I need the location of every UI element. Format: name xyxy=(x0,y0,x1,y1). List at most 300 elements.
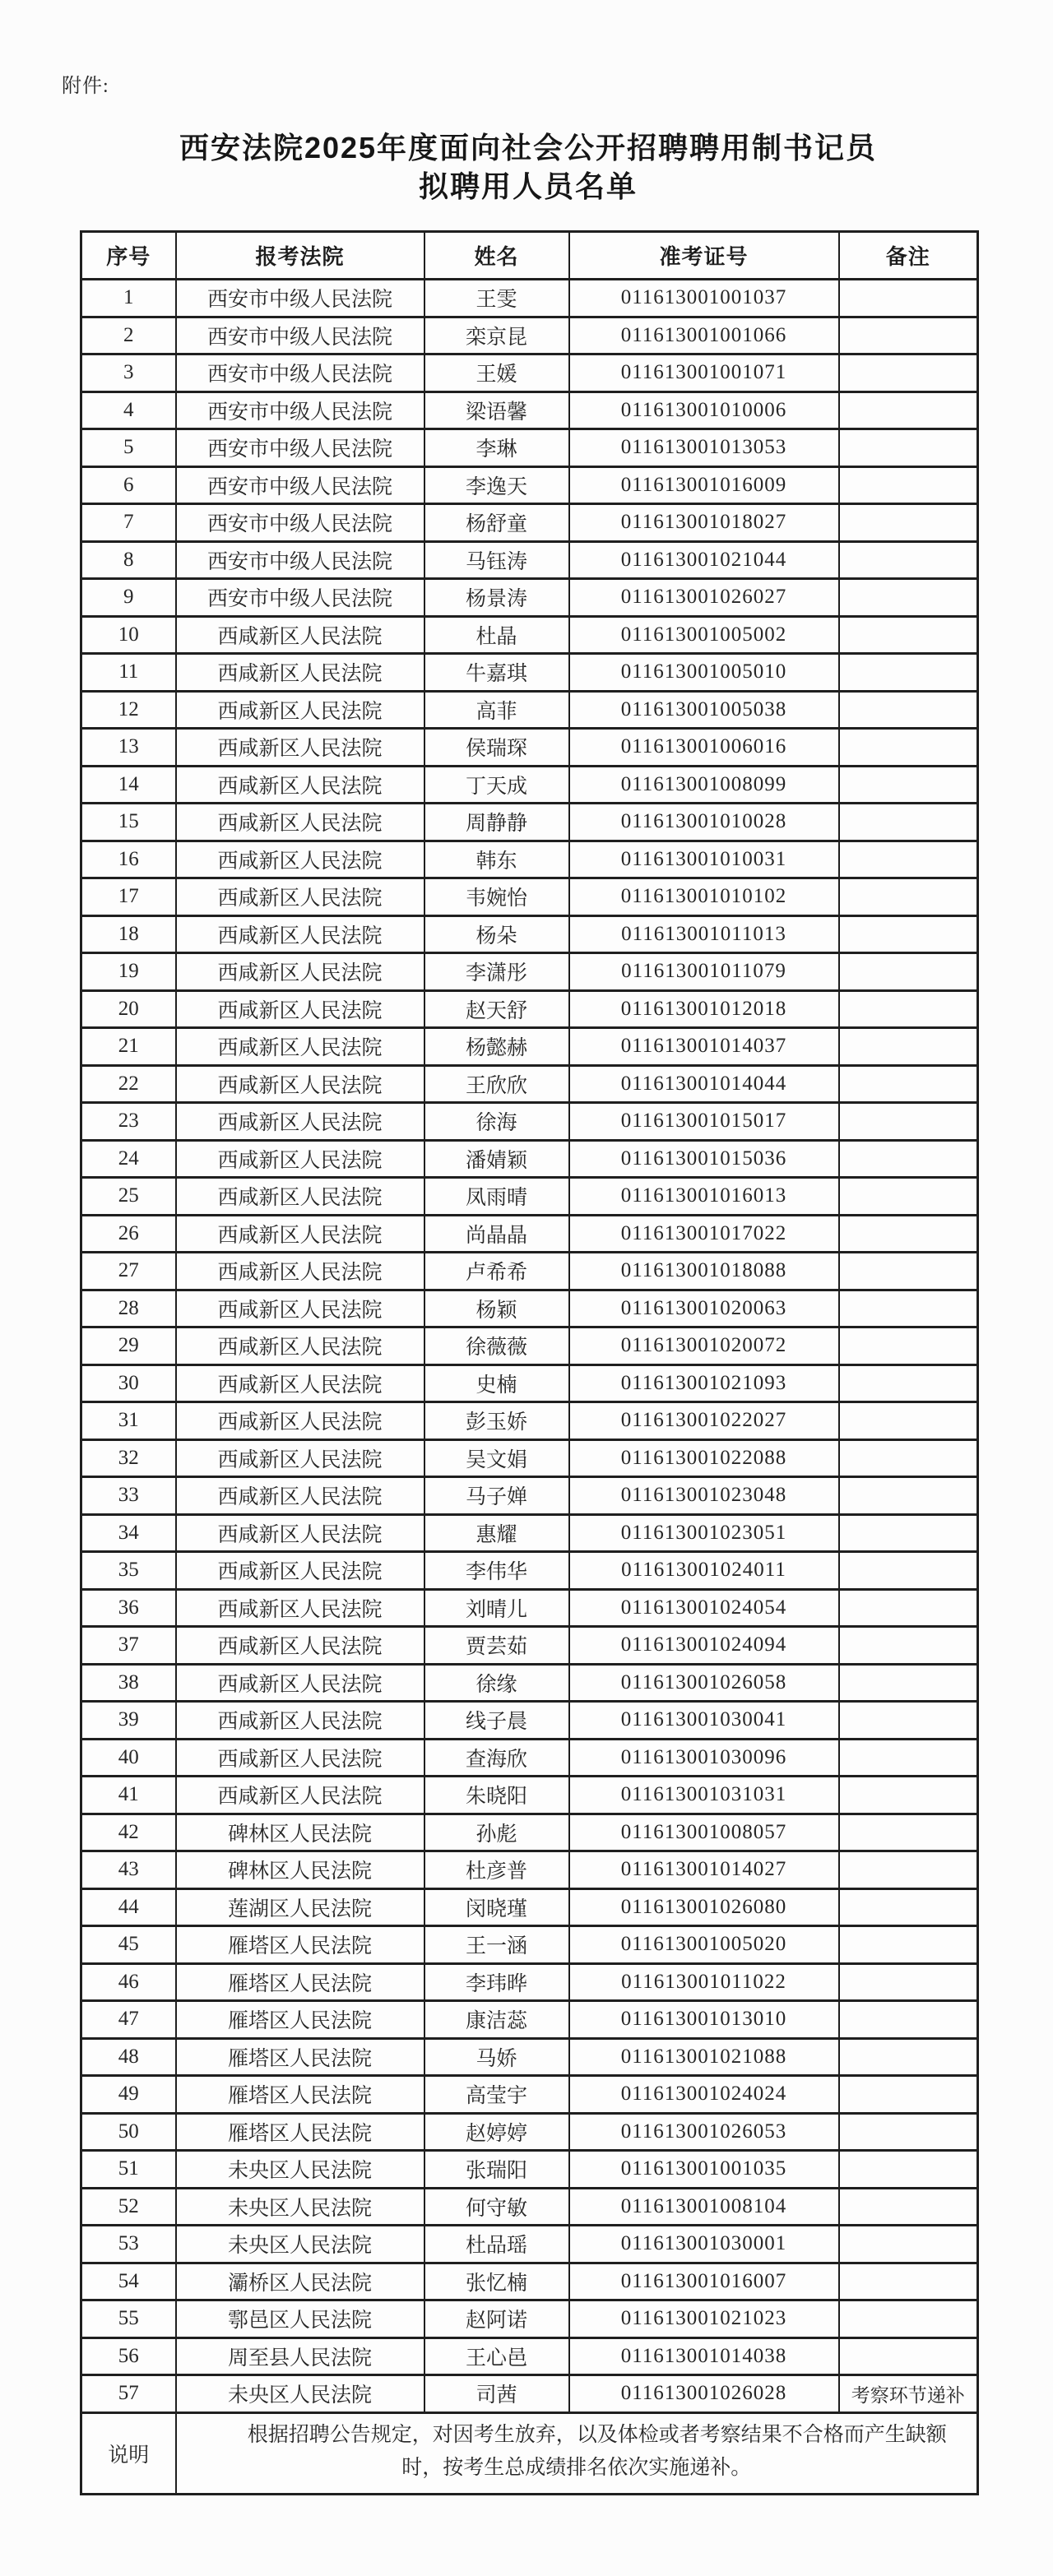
cell-name: 杨懿赫 xyxy=(424,1028,569,1066)
cell-remark xyxy=(839,1364,978,1402)
cell-name: 朱晓阳 xyxy=(424,1777,569,1814)
cell-ticket: 011613001021023 xyxy=(569,2300,839,2338)
cell-court: 西咸新区人民法院 xyxy=(176,1178,424,1216)
cell-court: 西咸新区人民法院 xyxy=(176,953,424,991)
cell-no: 56 xyxy=(81,2337,176,2375)
cell-court: 西安市中级人民法院 xyxy=(176,429,424,467)
cell-name: 李潇彤 xyxy=(424,953,569,991)
cell-ticket: 011613001026028 xyxy=(569,2375,839,2413)
cell-ticket: 011613001005038 xyxy=(569,691,839,729)
cell-no: 32 xyxy=(81,1439,176,1477)
cell-court: 西咸新区人民法院 xyxy=(176,1103,424,1141)
table-row xyxy=(81,1777,978,1814)
cell-remark xyxy=(839,1253,978,1290)
cell-ticket: 011613001023048 xyxy=(569,1477,839,1515)
cell-no: 18 xyxy=(81,915,176,953)
cell-name: 马娇 xyxy=(424,2038,569,2076)
cell-remark xyxy=(839,1215,978,1253)
cell-remark xyxy=(839,616,978,654)
cell-name: 高莹宇 xyxy=(424,2076,569,2114)
table-row xyxy=(81,1627,978,1665)
cell-court: 西咸新区人民法院 xyxy=(176,878,424,916)
table-row xyxy=(81,2076,978,2114)
cell-ticket: 011613001001035 xyxy=(569,2151,839,2189)
table-row xyxy=(81,804,978,841)
cell-name: 韩东 xyxy=(424,841,569,878)
cell-ticket: 011613001001071 xyxy=(569,354,839,392)
cell-remark xyxy=(839,1065,978,1103)
cell-remark xyxy=(839,766,978,804)
cell-remark xyxy=(839,317,978,354)
cell-ticket: 011613001001066 xyxy=(569,317,839,354)
cell-ticket: 011613001011013 xyxy=(569,915,839,953)
cell-name: 贾芸茹 xyxy=(424,1627,569,1665)
cell-ticket: 011613001030001 xyxy=(569,2226,839,2263)
cell-remark xyxy=(839,1552,978,1590)
cell-no: 50 xyxy=(81,2113,176,2151)
cell-court: 雁塔区人民法院 xyxy=(176,2038,424,2076)
cell-court: 西安市中级人民法院 xyxy=(176,354,424,392)
cell-name: 王雯 xyxy=(424,280,569,317)
cell-remark xyxy=(839,729,978,767)
cell-ticket: 011613001011079 xyxy=(569,953,839,991)
table-row xyxy=(81,2300,978,2338)
cell-ticket: 011613001010031 xyxy=(569,841,839,878)
cell-no: 44 xyxy=(81,1888,176,1926)
cell-no: 11 xyxy=(81,654,176,692)
cell-name: 徐缘 xyxy=(424,1664,569,1702)
cell-no: 25 xyxy=(81,1178,176,1216)
cell-remark xyxy=(839,2001,978,2039)
document-title-line2: 拟聘用人员名单 xyxy=(418,169,638,203)
cell-no: 9 xyxy=(81,579,176,617)
cell-court: 西咸新区人民法院 xyxy=(176,1664,424,1702)
table-row xyxy=(81,1327,978,1365)
cell-no: 23 xyxy=(81,1103,176,1141)
cell-remark xyxy=(839,1888,978,1926)
cell-remark xyxy=(839,1178,978,1216)
cell-remark xyxy=(839,1477,978,1515)
cell-ticket: 011613001005010 xyxy=(569,654,839,692)
cell-court: 未央区人民法院 xyxy=(176,2188,424,2226)
cell-ticket: 011613001020072 xyxy=(569,1327,839,1365)
cell-ticket: 011613001026027 xyxy=(569,579,839,617)
roster-table xyxy=(80,230,979,2495)
document-title-line1: 西安法院2025年度面向社会公开招聘聘用制书记员 xyxy=(179,131,878,164)
roster-table-body xyxy=(81,280,978,2413)
cell-name: 尚晶晶 xyxy=(424,1215,569,1253)
cell-no: 55 xyxy=(81,2300,176,2338)
cell-ticket: 011613001024024 xyxy=(569,2076,839,2114)
cell-remark xyxy=(839,654,978,692)
cell-no: 19 xyxy=(81,953,176,991)
cell-remark xyxy=(839,504,978,542)
cell-no: 39 xyxy=(81,1702,176,1740)
cell-name: 张忆楠 xyxy=(424,2263,569,2300)
cell-remark xyxy=(839,878,978,916)
cell-court: 鄠邑区人民法院 xyxy=(176,2300,424,2338)
cell-no: 42 xyxy=(81,1814,176,1851)
cell-name: 周静静 xyxy=(424,804,569,841)
column-header-name: 姓名 xyxy=(424,232,569,280)
cell-ticket: 011613001014044 xyxy=(569,1065,839,1103)
cell-no: 35 xyxy=(81,1552,176,1590)
table-row xyxy=(81,1103,978,1141)
cell-no: 15 xyxy=(81,804,176,841)
table-row xyxy=(81,280,978,317)
table-row xyxy=(81,691,978,729)
cell-remark xyxy=(839,1028,978,1066)
cell-name: 惠耀 xyxy=(424,1514,569,1552)
cell-court: 雁塔区人民法院 xyxy=(176,1963,424,2001)
cell-remark xyxy=(839,466,978,504)
cell-remark xyxy=(839,2076,978,2114)
cell-court: 西咸新区人民法院 xyxy=(176,1777,424,1814)
cell-court: 西咸新区人民法院 xyxy=(176,616,424,654)
table-row xyxy=(81,1814,978,1851)
cell-remark xyxy=(839,1327,978,1365)
cell-name: 张瑞阳 xyxy=(424,2151,569,2189)
cell-no: 10 xyxy=(81,616,176,654)
cell-no: 14 xyxy=(81,766,176,804)
cell-no: 8 xyxy=(81,541,176,579)
cell-remark xyxy=(839,2263,978,2300)
cell-remark xyxy=(839,1103,978,1141)
cell-remark: 考察环节递补 xyxy=(839,2375,978,2413)
cell-name: 李逸天 xyxy=(424,466,569,504)
cell-name: 查海欣 xyxy=(424,1739,569,1777)
cell-name: 王心邑 xyxy=(424,2337,569,2375)
table-row xyxy=(81,1065,978,1103)
cell-name: 闵晓瑾 xyxy=(424,1888,569,1926)
cell-name: 李琳 xyxy=(424,429,569,467)
cell-name: 杜彦普 xyxy=(424,1851,569,1889)
cell-ticket: 011613001024011 xyxy=(569,1552,839,1590)
cell-court: 西咸新区人民法院 xyxy=(176,1739,424,1777)
cell-no: 38 xyxy=(81,1664,176,1702)
table-row xyxy=(81,2038,978,2076)
cell-name: 杜品瑶 xyxy=(424,2226,569,2263)
cell-ticket: 011613001022027 xyxy=(569,1402,839,1440)
cell-no: 53 xyxy=(81,2226,176,2263)
table-row xyxy=(81,1926,978,1964)
cell-name: 杨舒童 xyxy=(424,504,569,542)
cell-court: 雁塔区人民法院 xyxy=(176,2113,424,2151)
table-row xyxy=(81,729,978,767)
cell-ticket: 011613001030041 xyxy=(569,1702,839,1740)
cell-no: 52 xyxy=(81,2188,176,2226)
cell-remark xyxy=(839,1851,978,1889)
cell-ticket: 011613001024094 xyxy=(569,1627,839,1665)
cell-ticket: 011613001024054 xyxy=(569,1589,839,1627)
cell-no: 43 xyxy=(81,1851,176,1889)
cell-ticket: 011613001021088 xyxy=(569,2038,839,2076)
table-header-row xyxy=(81,232,978,280)
cell-ticket: 011613001008104 xyxy=(569,2188,839,2226)
cell-ticket: 011613001014038 xyxy=(569,2337,839,2375)
cell-remark xyxy=(839,2188,978,2226)
cell-no: 48 xyxy=(81,2038,176,2076)
cell-no: 2 xyxy=(81,317,176,354)
cell-court: 西安市中级人民法院 xyxy=(176,541,424,579)
column-header-court: 报考法院 xyxy=(176,232,424,280)
column-header-no: 序号 xyxy=(81,232,176,280)
cell-court: 西安市中级人民法院 xyxy=(176,579,424,617)
cell-ticket: 011613001030096 xyxy=(569,1739,839,1777)
table-row xyxy=(81,354,978,392)
cell-name: 丁天成 xyxy=(424,766,569,804)
cell-no: 28 xyxy=(81,1290,176,1327)
table-row xyxy=(81,1439,978,1477)
cell-remark xyxy=(839,1402,978,1440)
cell-no: 34 xyxy=(81,1514,176,1552)
cell-remark xyxy=(839,1140,978,1178)
cell-no: 21 xyxy=(81,1028,176,1066)
cell-ticket: 011613001014037 xyxy=(569,1028,839,1066)
cell-name: 王一涵 xyxy=(424,1926,569,1964)
table-row xyxy=(81,1702,978,1740)
table-row xyxy=(81,1664,978,1702)
cell-ticket: 011613001008099 xyxy=(569,766,839,804)
cell-remark xyxy=(839,391,978,429)
cell-remark xyxy=(839,1777,978,1814)
table-row xyxy=(81,766,978,804)
cell-name: 线子晨 xyxy=(424,1702,569,1740)
cell-ticket: 011613001016009 xyxy=(569,466,839,504)
cell-no: 36 xyxy=(81,1589,176,1627)
cell-remark xyxy=(839,953,978,991)
cell-ticket: 011613001005002 xyxy=(569,616,839,654)
cell-name: 栾京昆 xyxy=(424,317,569,354)
cell-remark xyxy=(839,915,978,953)
table-row xyxy=(81,841,978,878)
cell-remark xyxy=(839,280,978,317)
table-row xyxy=(81,1140,978,1178)
note-text: 根据招聘公告规定，对因考生放弃，以及体检或者考察结果不合格而产生缺额时，按考生总成绩排名依次实施递补。 xyxy=(176,2412,978,2494)
cell-no: 6 xyxy=(81,466,176,504)
cell-remark xyxy=(839,841,978,878)
cell-name: 潘婧颖 xyxy=(424,1140,569,1178)
cell-court: 西咸新区人民法院 xyxy=(176,1552,424,1590)
cell-court: 西安市中级人民法院 xyxy=(176,504,424,542)
cell-no: 51 xyxy=(81,2151,176,2189)
cell-ticket: 011613001010102 xyxy=(569,878,839,916)
cell-court: 西咸新区人民法院 xyxy=(176,1402,424,1440)
cell-ticket: 011613001017022 xyxy=(569,1215,839,1253)
cell-court: 周至县人民法院 xyxy=(176,2337,424,2375)
table-row xyxy=(81,541,978,579)
table-row xyxy=(81,1851,978,1889)
table-row xyxy=(81,1253,978,1290)
cell-name: 杨朵 xyxy=(424,915,569,953)
table-row xyxy=(81,2375,978,2413)
table-row xyxy=(81,1888,978,1926)
table-row xyxy=(81,1589,978,1627)
cell-court: 西咸新区人民法院 xyxy=(176,1290,424,1327)
cell-name: 吴文娟 xyxy=(424,1439,569,1477)
cell-ticket: 011613001008057 xyxy=(569,1814,839,1851)
cell-no: 40 xyxy=(81,1739,176,1777)
table-row xyxy=(81,2188,978,2226)
cell-remark xyxy=(839,429,978,467)
cell-court: 未央区人民法院 xyxy=(176,2226,424,2263)
cell-ticket: 011613001016007 xyxy=(569,2263,839,2300)
cell-ticket: 011613001012018 xyxy=(569,990,839,1028)
table-row xyxy=(81,1178,978,1216)
cell-no: 30 xyxy=(81,1364,176,1402)
cell-ticket: 011613001015017 xyxy=(569,1103,839,1141)
cell-name: 王媛 xyxy=(424,354,569,392)
cell-ticket: 011613001011022 xyxy=(569,1963,839,2001)
table-row xyxy=(81,2001,978,2039)
table-row xyxy=(81,1963,978,2001)
table-row xyxy=(81,466,978,504)
table-row xyxy=(81,1364,978,1402)
note-row xyxy=(81,2412,978,2494)
cell-no: 45 xyxy=(81,1926,176,1964)
table-row xyxy=(81,504,978,542)
cell-remark xyxy=(839,1589,978,1627)
cell-remark xyxy=(839,804,978,841)
table-row xyxy=(81,990,978,1028)
cell-no: 49 xyxy=(81,2076,176,2114)
cell-ticket: 011613001026058 xyxy=(569,1664,839,1702)
cell-no: 7 xyxy=(81,504,176,542)
cell-no: 57 xyxy=(81,2375,176,2413)
table-row xyxy=(81,1552,978,1590)
cell-ticket: 011613001005020 xyxy=(569,1926,839,1964)
cell-court: 西安市中级人民法院 xyxy=(176,391,424,429)
cell-name: 李伟华 xyxy=(424,1552,569,1590)
cell-no: 29 xyxy=(81,1327,176,1365)
cell-name: 徐薇薇 xyxy=(424,1327,569,1365)
cell-name: 杨颖 xyxy=(424,1290,569,1327)
cell-no: 47 xyxy=(81,2001,176,2039)
column-header-remark: 备注 xyxy=(839,232,978,280)
cell-court: 碑林区人民法院 xyxy=(176,1851,424,1889)
cell-court: 西咸新区人民法院 xyxy=(176,1065,424,1103)
table-row xyxy=(81,579,978,617)
table-row xyxy=(81,878,978,916)
cell-ticket: 011613001026053 xyxy=(569,2113,839,2151)
cell-name: 赵婷婷 xyxy=(424,2113,569,2151)
table-row xyxy=(81,2113,978,2151)
table-row xyxy=(81,391,978,429)
cell-name: 徐海 xyxy=(424,1103,569,1141)
table-row xyxy=(81,654,978,692)
cell-court: 西咸新区人民法院 xyxy=(176,691,424,729)
cell-court: 西咸新区人民法院 xyxy=(176,1364,424,1402)
cell-no: 27 xyxy=(81,1253,176,1290)
cell-remark xyxy=(839,1702,978,1740)
cell-no: 16 xyxy=(81,841,176,878)
cell-no: 54 xyxy=(81,2263,176,2300)
cell-ticket: 011613001021044 xyxy=(569,541,839,579)
cell-court: 西安市中级人民法院 xyxy=(176,317,424,354)
cell-court: 西咸新区人民法院 xyxy=(176,1140,424,1178)
cell-court: 西咸新区人民法院 xyxy=(176,915,424,953)
cell-court: 西咸新区人民法院 xyxy=(176,841,424,878)
cell-remark xyxy=(839,1627,978,1665)
cell-remark xyxy=(839,541,978,579)
cell-name: 刘晴儿 xyxy=(424,1589,569,1627)
cell-ticket: 011613001014027 xyxy=(569,1851,839,1889)
cell-name: 赵阿诺 xyxy=(424,2300,569,2338)
cell-ticket: 011613001010006 xyxy=(569,391,839,429)
cell-name: 史楠 xyxy=(424,1364,569,1402)
cell-ticket: 011613001023051 xyxy=(569,1514,839,1552)
table-row xyxy=(81,953,978,991)
cell-court: 西咸新区人民法院 xyxy=(176,1253,424,1290)
cell-no: 5 xyxy=(81,429,176,467)
cell-remark xyxy=(839,1439,978,1477)
cell-court: 雁塔区人民法院 xyxy=(176,2001,424,2039)
cell-no: 33 xyxy=(81,1477,176,1515)
table-row xyxy=(81,1514,978,1552)
note-label: 说明 xyxy=(81,2412,176,2494)
cell-name: 卢希希 xyxy=(424,1253,569,1290)
cell-court: 西咸新区人民法院 xyxy=(176,1514,424,1552)
cell-name: 马子婵 xyxy=(424,1477,569,1515)
cell-name: 凤雨晴 xyxy=(424,1178,569,1216)
table-row xyxy=(81,1477,978,1515)
cell-court: 西咸新区人民法院 xyxy=(176,729,424,767)
cell-name: 杨景涛 xyxy=(424,579,569,617)
cell-no: 37 xyxy=(81,1627,176,1665)
cell-remark xyxy=(839,1814,978,1851)
cell-court: 碑林区人民法院 xyxy=(176,1814,424,1851)
cell-court: 灞桥区人民法院 xyxy=(176,2263,424,2300)
cell-remark xyxy=(839,1290,978,1327)
cell-no: 12 xyxy=(81,691,176,729)
table-row xyxy=(81,616,978,654)
cell-court: 莲湖区人民法院 xyxy=(176,1888,424,1926)
table-row xyxy=(81,1739,978,1777)
cell-court: 西咸新区人民法院 xyxy=(176,1702,424,1740)
cell-remark xyxy=(839,1926,978,1964)
cell-remark xyxy=(839,1514,978,1552)
cell-court: 西咸新区人民法院 xyxy=(176,1215,424,1253)
cell-ticket: 011613001018088 xyxy=(569,1253,839,1290)
cell-ticket: 011613001018027 xyxy=(569,504,839,542)
cell-no: 41 xyxy=(81,1777,176,1814)
cell-court: 西咸新区人民法院 xyxy=(176,1028,424,1066)
cell-court: 西咸新区人民法院 xyxy=(176,1589,424,1627)
cell-remark xyxy=(839,1739,978,1777)
cell-name: 李玮晔 xyxy=(424,1963,569,2001)
cell-ticket: 011613001015036 xyxy=(569,1140,839,1178)
cell-court: 西安市中级人民法院 xyxy=(176,466,424,504)
cell-remark xyxy=(839,2113,978,2151)
cell-no: 13 xyxy=(81,729,176,767)
table-row xyxy=(81,915,978,953)
table-row xyxy=(81,2263,978,2300)
cell-court: 西咸新区人民法院 xyxy=(176,1327,424,1365)
cell-court: 未央区人民法院 xyxy=(176,2151,424,2189)
table-row xyxy=(81,2337,978,2375)
cell-court: 雁塔区人民法院 xyxy=(176,1926,424,1964)
cell-remark xyxy=(839,2038,978,2076)
cell-name: 梁语馨 xyxy=(424,391,569,429)
cell-ticket: 011613001026080 xyxy=(569,1888,839,1926)
cell-court: 西咸新区人民法院 xyxy=(176,990,424,1028)
cell-court: 西咸新区人民法院 xyxy=(176,1627,424,1665)
cell-name: 司茜 xyxy=(424,2375,569,2413)
cell-name: 孙彪 xyxy=(424,1814,569,1851)
cell-no: 3 xyxy=(81,354,176,392)
cell-ticket: 011613001020063 xyxy=(569,1290,839,1327)
table-row xyxy=(81,429,978,467)
